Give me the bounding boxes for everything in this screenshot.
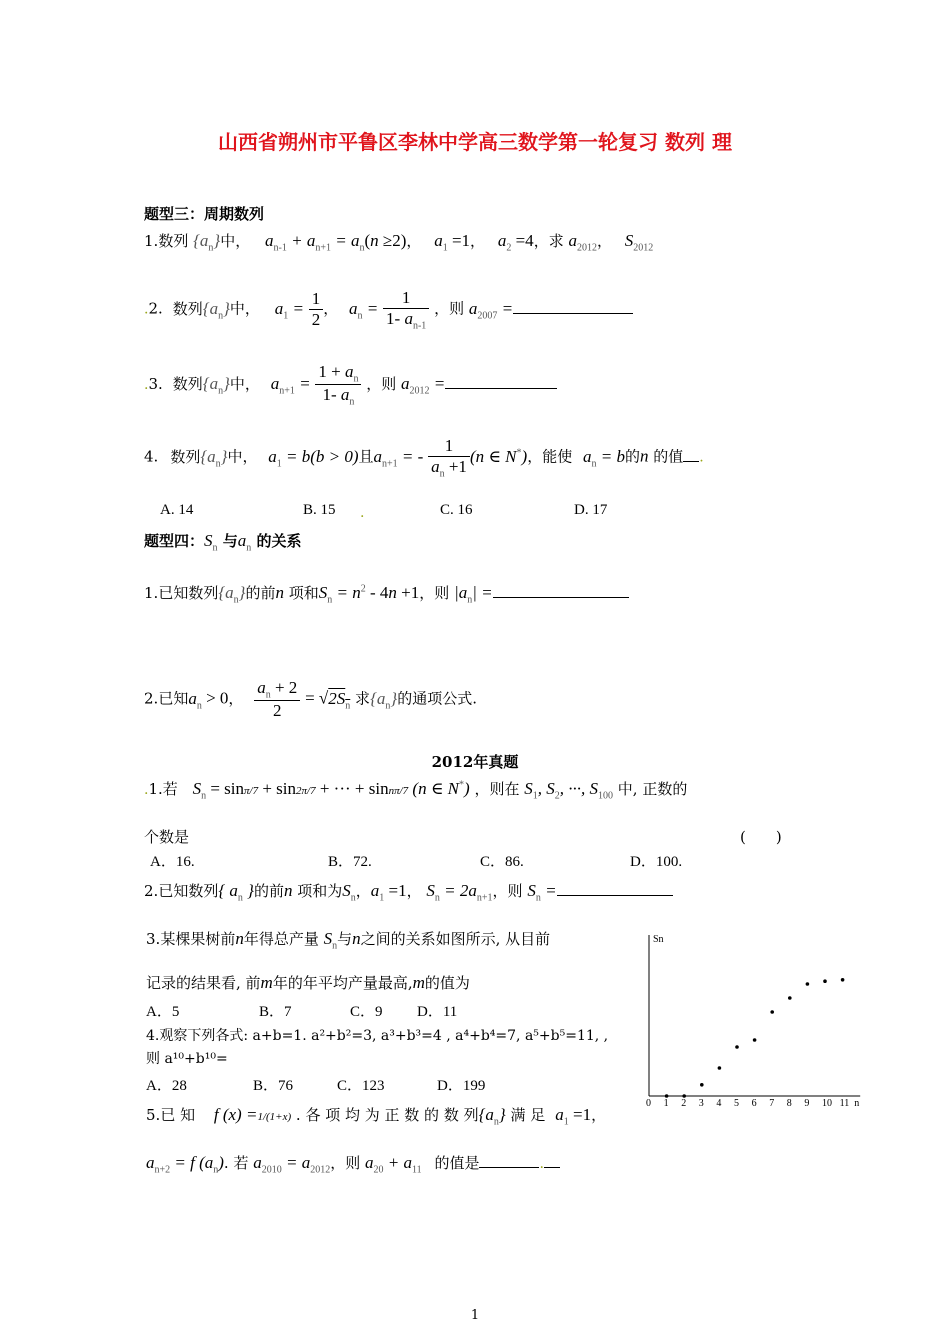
x-tick-label: 9 <box>804 1098 810 1109</box>
data-point <box>665 1094 669 1098</box>
q3-4-option-d: D. 17 <box>574 502 608 518</box>
q2012-1-option-d: D．100. <box>630 854 683 870</box>
q3-1: 1.数列 $\{a_n\}$中， $a_{n-1} + a_{n+1} = a_n(n \ge 2)$， $a_1 =1$， $a_2 =4$，求 $a_{2012}$， $S_{2012}$ <box>144 231 654 254</box>
y-axis-label: Sn <box>653 934 664 945</box>
x-tick-label: 10 <box>822 1098 832 1109</box>
x-tick-label: 1 <box>663 1098 669 1109</box>
data-point <box>700 1083 704 1087</box>
q2012-2: 2.已知数列{ $a_n$ }的前n 项和为$S_n$，$a_1 =1$， $S_n = 2a_{n+1}$，则 $S_n$ = <box>144 880 673 903</box>
q2012-1-line2: 个数是 <box>144 828 190 846</box>
data-point <box>788 996 792 1000</box>
data-point <box>806 982 810 986</box>
page-title: 山西省朔州市平鲁区李林中学高三数学第一轮复习 数列 理 <box>218 130 732 154</box>
q2012-4-option-c: C．123 <box>337 1078 385 1094</box>
x-tick-label: 4 <box>716 1098 722 1109</box>
q2012-4-option-d: D．199 <box>437 1078 486 1094</box>
q2012-3-option-b: B．7 <box>259 1004 292 1020</box>
q2012-5: 5.已 知 f (x) =1/(1+x) . 各 项 均 为 正 数 的 数 列$\{a_n\}$ 满 足 $a_1 =1$， <box>146 1105 607 1128</box>
q3-3: .3. 数列$\{a_n\}$中， $a_{n+1}$ = $\frac{1 + a_n}{1- a_n}$ ，则 $a_{2012}$ = <box>144 362 557 408</box>
q2012-1-option-c: C．86. <box>480 854 524 870</box>
data-point <box>682 1094 686 1098</box>
q3-2: .2. 数列$\{a_n\}$中， $a_1$ = $\frac{1}{2}$ ， $a_n$ = $\frac{1}{1- a_{n-1}}$ ，则 $a_{2007}$ = <box>144 288 633 331</box>
q2012-3-option-a: A．5 <box>146 1004 180 1020</box>
q2012-3: 3.某棵果树前n年得总产量 $S_n$与n之间的关系如图所示, 从目前 <box>146 929 551 952</box>
q3-4: 4. 数列$\{a_n\}$中， $a_1 = b(b > 0)$且$a_{n+1}$ = - $\frac{1}{a_n +1}$ (n ∈ N*)，能使 $a_n = b$的n 的值 . <box>144 436 704 480</box>
q2012-1: .1.若 $S_n = \sin\pi/7 + \sin 2\pi/7$ + ··· + sinnπ/7 (n ∈ N*) ，则在 $S_1$, $S_2$, ···, $S_{100}$ 中, 正数的 <box>144 779 688 802</box>
q4-2: 2.已知$a_n > 0$， $\frac{a_n + 2}{2}$ = $√2S_n$ 求$\{a_n\}$的通项公式. <box>144 678 477 721</box>
q2012-5-line2: $a_{n+2} = f$ $(a_n)$. 若 $a_{2010} = a_{2012}$，则 $a_{20} + a_{11}$ 的值是 . <box>146 1152 560 1175</box>
q2012-4-line2: 则 a¹⁰+b¹⁰= <box>146 1051 228 1067</box>
x-tick-label: 3 <box>698 1098 704 1109</box>
x-tick-label: 0 <box>646 1098 651 1109</box>
q2012-4-option-b: B．76 <box>253 1078 294 1094</box>
page-number: 1 <box>470 1308 480 1323</box>
stray-dot: . <box>360 505 365 521</box>
data-point <box>841 978 845 982</box>
sn-scatter-chart <box>620 920 870 1120</box>
x-tick-label: 2 <box>681 1098 687 1109</box>
data-point <box>735 1045 739 1049</box>
q2012-3-option-d: D．11 <box>417 1004 458 1020</box>
q3-4-option-c: C. 16 <box>440 502 473 518</box>
x-tick-label: 5 <box>734 1098 739 1109</box>
q3-4-option-b: B. 15 <box>303 502 336 518</box>
section-heading-sn-an: 题型四：$S_n$ 与$a_n$ 的关系 <box>144 531 302 554</box>
x-tick-label: 6 <box>751 1098 757 1109</box>
q2012-3-line2: 记录的结果看, 前m年的年平均产量最高,m的值为 <box>146 973 470 992</box>
x-axis-label: n <box>854 1098 860 1109</box>
x-tick-label: 7 <box>769 1098 775 1109</box>
q4-1: 1.已知数列$\{a_n\}$的前n 项和$S_n = n^2 - 4n +1$，则 $|a_n|$ = <box>144 582 629 605</box>
data-point <box>770 1010 774 1014</box>
q2012-1-option-b: B．72. <box>328 854 372 870</box>
answer-paren: ( ) <box>740 828 782 846</box>
data-point <box>753 1038 757 1042</box>
x-tick-label: 8 <box>786 1098 792 1109</box>
q2012-4: 4.观察下列各式: a+b=1. a²+b²=3, a³+b³=4 , a⁴+b⁴=7, a⁵+b⁵=11, , <box>146 1028 609 1044</box>
x-tick-label: 11 <box>839 1098 850 1109</box>
section-heading-2012: 2012年真题 <box>431 753 519 771</box>
data-point <box>823 979 827 983</box>
data-point <box>718 1066 722 1070</box>
q2012-1-option-a: A．16. <box>150 854 195 870</box>
section-heading-periodic: 题型三：周期数列 <box>144 205 265 223</box>
q3-4-option-a: A. 14 <box>160 502 194 518</box>
q2012-4-option-a: A．28 <box>146 1078 187 1094</box>
q2012-3-option-c: C．9 <box>350 1004 383 1020</box>
